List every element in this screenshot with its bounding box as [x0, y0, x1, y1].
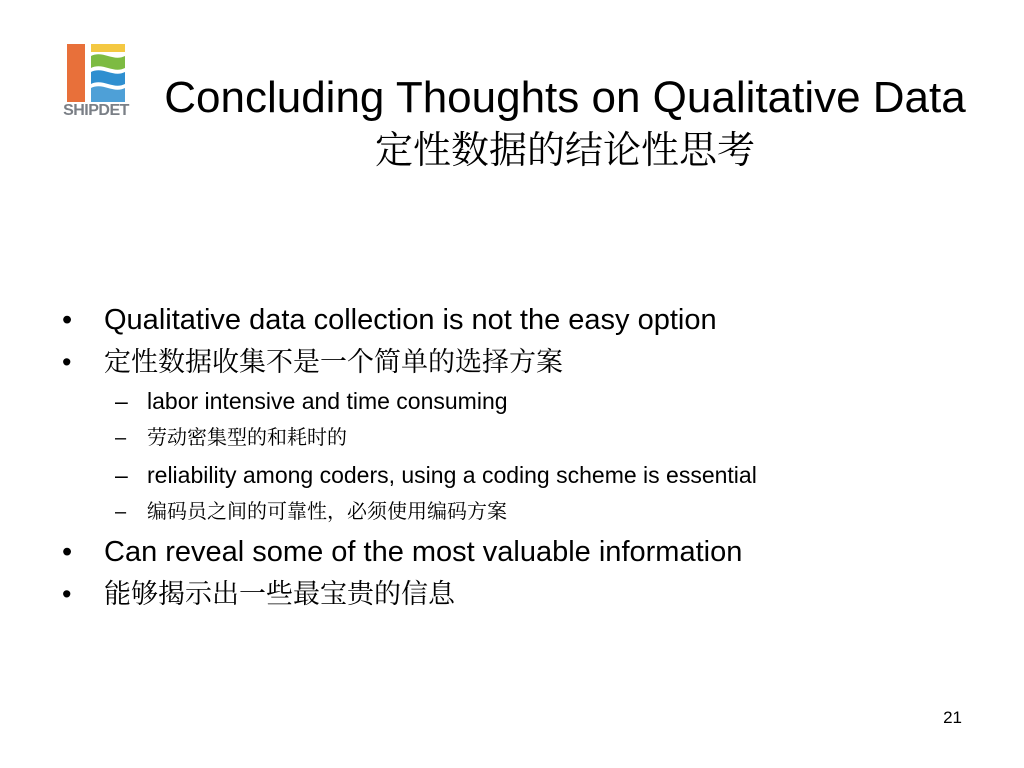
sub-bullet-text: 劳动密集型的和耗时的 — [147, 427, 347, 449]
bullet-item — [60, 300, 960, 340]
bullet-marker: • — [62, 536, 73, 568]
sub-bullet-marker: – — [115, 501, 127, 523]
sub-bullet-text: reliability among coders, using a coding scheme is essential — [147, 462, 757, 488]
shipdet-logo — [53, 44, 139, 134]
bullet-text: 定性数据收集不是一个简单的选择方案 — [104, 347, 563, 377]
sub-bullet-text: labor intensive and time consuming — [147, 388, 508, 414]
slide-title-chinese: 定性数据的结论性思考 — [374, 128, 755, 172]
logo-mark-icon — [53, 44, 139, 102]
logo-brand-text: SHIPDET — [63, 102, 129, 119]
bullet-list — [60, 300, 960, 616]
bullet-marker: • — [62, 304, 73, 336]
bullet-marker: • — [62, 347, 72, 377]
sub-bullet-marker: – — [115, 427, 127, 449]
page-number: 21 — [943, 708, 962, 727]
sub-bullet-item — [60, 384, 960, 418]
sub-bullet-marker: – — [115, 388, 128, 414]
sub-bullet-item — [60, 458, 960, 492]
bullet-item — [60, 574, 960, 614]
bullet-text: 能够揭示出一些最宝贵的信息 — [104, 579, 455, 609]
bullet-item — [60, 342, 960, 382]
bullet-marker: • — [62, 579, 72, 609]
title-block — [150, 70, 980, 175]
sub-bullet-marker: – — [115, 462, 128, 488]
sub-bullet-text: 编码员之间的可靠性，必须使用编码方案 — [147, 501, 507, 523]
slide-title-english: Concluding Thoughts on Qualitative Data — [164, 73, 966, 122]
bullet-item — [60, 532, 960, 572]
bullet-text: Can reveal some of the most valuable information — [104, 536, 743, 568]
sub-bullet-item — [60, 421, 960, 455]
bullet-text: Qualitative data collection is not the easy option — [104, 304, 717, 336]
sub-bullet-item — [60, 495, 960, 529]
